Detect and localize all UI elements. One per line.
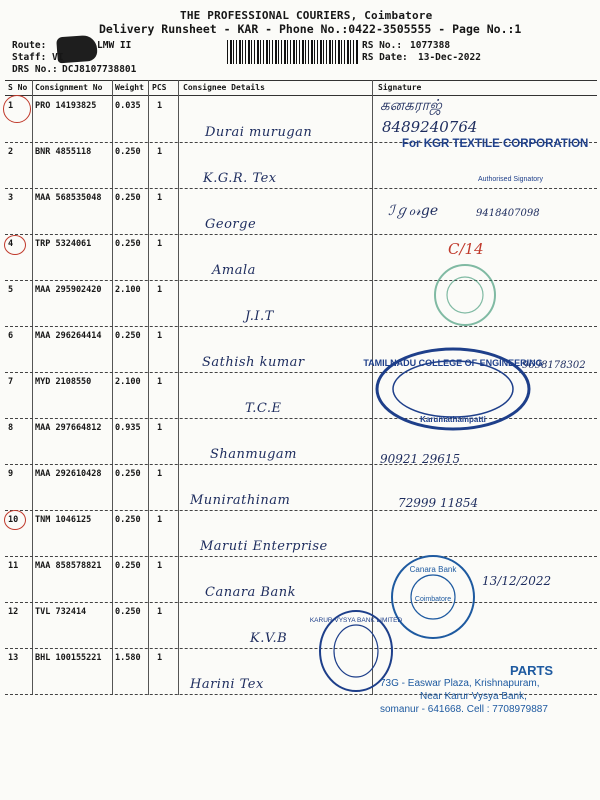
canara-stamp-name: Canara Bank [409, 565, 457, 574]
runsheet-subtitle: Delivery Runsheet - KAR - Phone No.:0422-3505555 - Page No.:1 [99, 22, 522, 36]
cell-sno: 1 [8, 101, 14, 111]
kvb-stamp-name: KARUR VYSYA BANK LIMITED [309, 617, 403, 624]
barcode [227, 40, 359, 64]
cell-pcs: 1 [157, 285, 163, 295]
green-seal-stamp [432, 262, 498, 328]
cell-weight: 0.250 [115, 239, 141, 249]
parts-shop-stamp [380, 664, 580, 716]
cell-pcs: 1 [157, 239, 163, 249]
cell-sno: 5 [8, 285, 14, 295]
consignee-name: Durai murugan [205, 125, 313, 140]
cell-consignment: TVL 732414 [35, 607, 87, 617]
consignee-name: Harini Tex [190, 677, 264, 692]
consignee-name: Shanmugam [210, 447, 298, 462]
col-signature: Signature [378, 83, 422, 92]
cell-consignment: MAA 858578821 [35, 561, 102, 571]
cell-consignment: TRP 5324061 [35, 239, 92, 249]
consignee-name: K.V.B [250, 631, 288, 646]
cell-weight: 0.250 [115, 147, 141, 157]
cell-sno: 11 [8, 561, 19, 571]
shop-address-line1: 73G - Easwar Plaza, Krishnapuram, [380, 678, 540, 689]
red-circle-mark [3, 95, 31, 123]
table-row [5, 463, 597, 511]
consignee-name: George [205, 217, 257, 232]
cell-sno: 4 [8, 239, 14, 249]
company-title: THE PROFESSIONAL COURIERS, Coimbatore [180, 9, 433, 22]
staff-label: Staff: VI [12, 52, 64, 63]
cell-pcs: 1 [157, 515, 163, 525]
red-circle-mark [4, 510, 26, 530]
cell-weight: 0.250 [115, 469, 141, 479]
rs-no-label: RS No.: [362, 40, 403, 51]
rs-date-label: RS Date: [362, 52, 408, 63]
cell-pcs: 1 [157, 607, 163, 617]
col-pcs: PCS [152, 83, 167, 92]
col-weight: Weight [115, 83, 144, 92]
consignee-name: Canara Bank [205, 585, 296, 600]
cell-weight: 1.580 [115, 653, 141, 663]
canara-bank-stamp [388, 552, 478, 642]
cell-weight: 0.250 [115, 331, 141, 341]
cell-pcs: 1 [157, 469, 163, 479]
cell-consignment: BHL 100155221 [35, 653, 102, 663]
drs-label: DRS No.: [12, 64, 58, 75]
cell-sno: 6 [8, 331, 14, 341]
cell-sno: 10 [8, 515, 19, 525]
table-row [5, 233, 597, 281]
cell-weight: 2.100 [115, 285, 141, 295]
signature-row-11: 13/12/2022 [482, 574, 552, 588]
kgr-stamp-sub: Authorised Signatory [478, 176, 543, 183]
cell-sno: 3 [8, 193, 14, 203]
shop-address-line3: somanur - 641668. Cell : 7708979887 [380, 704, 548, 715]
cell-consignment: MYD 2108550 [35, 377, 92, 387]
cell-pcs: 1 [157, 653, 163, 663]
cell-pcs: 1 [157, 561, 163, 571]
college-stamp-place: Karumathampatti [420, 415, 486, 424]
signature-row-6: 9698178302 [522, 360, 586, 371]
cell-pcs: 1 [157, 101, 163, 111]
cell-sno: 13 [8, 653, 19, 663]
cell-consignment: BNR 4855118 [35, 147, 92, 157]
cell-consignment: MAA 297664812 [35, 423, 102, 433]
table-header [5, 80, 597, 96]
col-consignee: Consignee Details [183, 83, 265, 92]
cell-weight: 0.250 [115, 607, 141, 617]
col-consignment: Consignment No [35, 83, 103, 92]
table-row [5, 279, 597, 327]
rs-date-value: 13-Dec-2022 [418, 52, 481, 63]
cell-sno: 8 [8, 423, 14, 433]
cell-weight: 0.250 [115, 193, 141, 203]
signature-row-9: 72999 11854 [398, 496, 479, 510]
cell-consignment: TNM 1046125 [35, 515, 92, 525]
table-row [5, 601, 597, 649]
shop-address-line2: Near Karur Vysya Bank, [420, 691, 527, 702]
cell-weight: 0.035 [115, 101, 141, 111]
cell-pcs: 1 [157, 147, 163, 157]
signature-row-3: 9418407098 [476, 208, 540, 219]
col-sno: S No [8, 83, 28, 92]
cell-sno: 12 [8, 607, 19, 617]
cell-weight: 0.935 [115, 423, 141, 433]
cell-weight: 0.250 [115, 561, 141, 571]
cell-pcs: 1 [157, 331, 163, 341]
cell-pcs: 1 [157, 423, 163, 433]
signature-row-4: C/14 [448, 240, 484, 258]
shop-name: PARTS [510, 663, 554, 678]
rs-no-value: 1077388 [410, 40, 451, 51]
cell-sno: 9 [8, 469, 14, 479]
cell-consignment: MAA 292610428 [35, 469, 102, 479]
signature-row-1: கனகராஜ் [380, 96, 442, 114]
kgr-stamp: For KGR TEXTILE CORPORATION [402, 138, 589, 150]
consignee-name: Amala [212, 263, 256, 278]
cell-sno: 2 [8, 147, 14, 157]
red-circle-mark [4, 235, 26, 255]
cell-consignment: MAA 568535048 [35, 193, 102, 203]
route-value: LMW II [97, 40, 132, 51]
consignee-name: K.G.R. Tex [203, 171, 277, 186]
college-stamp [363, 346, 543, 432]
cell-consignment: PRO 14193825 [35, 101, 97, 111]
signature-scribble: ℐℊℴ𝓇𝑔𝑒 [388, 203, 439, 219]
consignee-name: Munirathinam [190, 493, 291, 508]
consignee-name: T.C.E [245, 401, 282, 416]
phone-handwritten: 8489240764 [382, 118, 478, 136]
cell-sno: 7 [8, 377, 14, 387]
consignee-name: Maruti Enterprise [200, 539, 328, 554]
cell-consignment: MAA 296264414 [35, 331, 102, 341]
cell-pcs: 1 [157, 193, 163, 203]
college-stamp-name: TAMILNADU COLLEGE OF ENGINEERING [363, 358, 543, 368]
route-label: Route: [12, 40, 47, 51]
canara-stamp-place: Coimbatore [414, 596, 452, 603]
cell-pcs: 1 [157, 377, 163, 387]
drs-value: DCJ8107738801 [62, 64, 137, 75]
cell-consignment: MAA 295902420 [35, 285, 102, 295]
consignee-name: Sathish kumar [202, 355, 305, 370]
consignee-name: J.I.T [245, 309, 274, 324]
signature-row-8: 90921 29615 [380, 452, 461, 466]
cell-weight: 0.250 [115, 515, 141, 525]
cell-weight: 2.100 [115, 377, 141, 387]
